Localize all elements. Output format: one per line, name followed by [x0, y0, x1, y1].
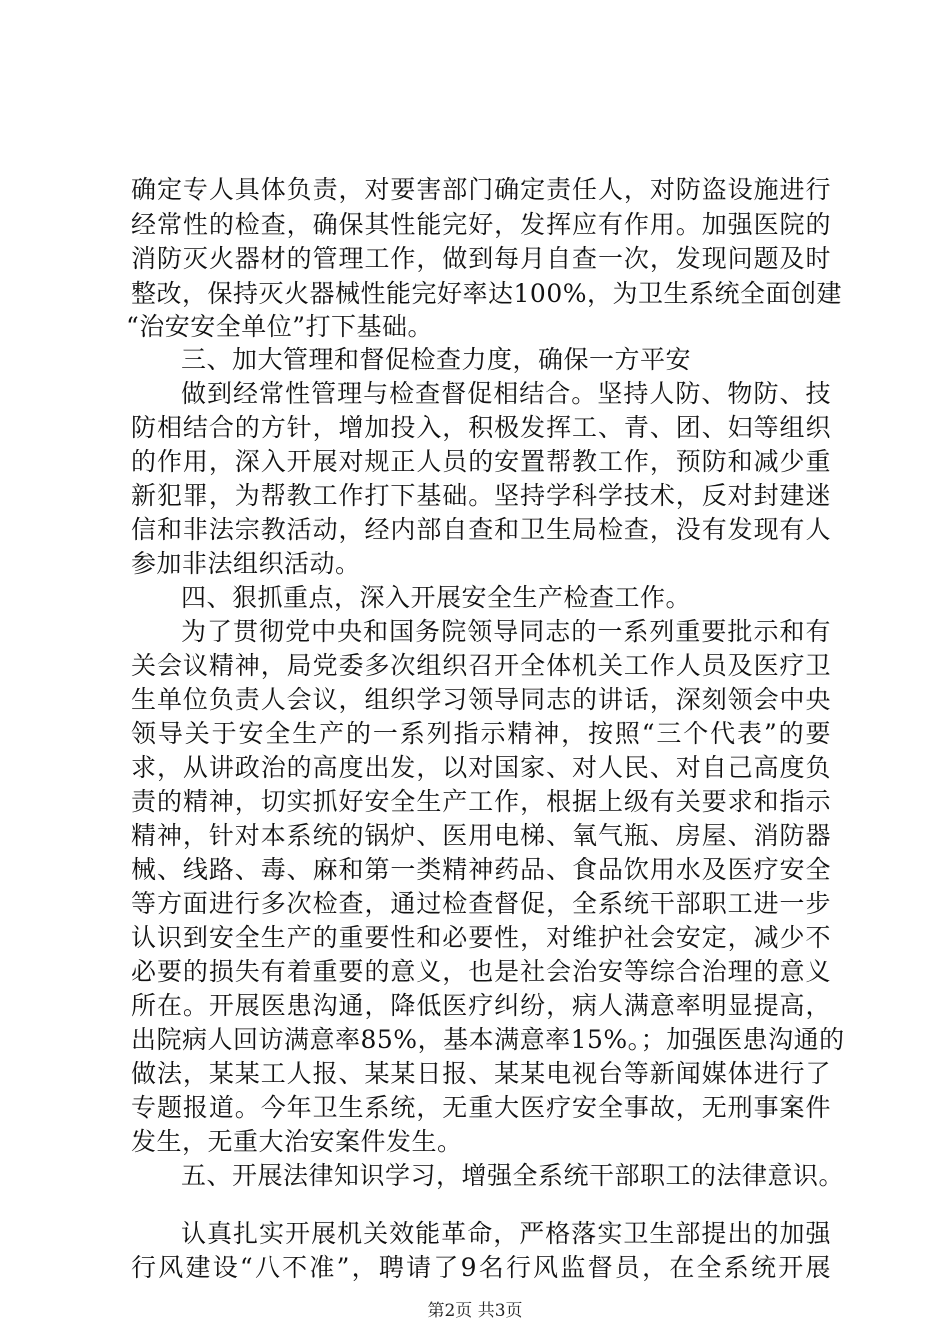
section-heading: 三、加大管理和督促检查力度，确保一方平安 — [181, 345, 692, 374]
paragraph-line: 所在。开展医患沟通，降低医疗纠纷，病人满意率明显提高， — [131, 991, 831, 1020]
paragraph-line: 参加非法组织活动。 — [131, 549, 361, 578]
paragraph-line: 行风建设“八不准”，聘请了9名行风监督员，在全系统开展 — [131, 1253, 831, 1282]
paragraph-line: 责的精神，切实抓好安全生产工作，根据上级有关要求和指示 — [131, 787, 831, 816]
paragraph-line: 生单位负责人会议，组织学习领导同志的讲话，深刻领会中央 — [131, 685, 831, 714]
paragraph-line: 防相结合的方针，增加投入，积极发挥工、青、团、妇等组织 — [131, 413, 831, 442]
paragraph-line: 发生，无重大治安案件发生。 — [131, 1127, 463, 1156]
paragraph-line: 整改，保持灭火器械性能完好率达100%，为卫生系统全面创建 — [131, 279, 842, 308]
paragraph-line: 关会议精神，局党委多次组织召开全体机关工作人员及医疗卫 — [131, 651, 831, 680]
paragraph-line: 求，从讲政治的高度出发，以对国家、对人民、对自己高度负 — [131, 753, 831, 782]
section-heading: 四、狠抓重点，深入开展安全生产检查工作。 — [181, 583, 692, 612]
paragraph-line: 领导关于安全生产的一系列指示精神，按照“三个代表”的要 — [131, 719, 831, 748]
paragraph-line: 的作用，深入开展对规正人员的安置帮教工作，预防和减少重 — [131, 447, 831, 476]
paragraph-line: 等方面进行多次检查，通过检查督促，全系统干部职工进一步 — [131, 889, 831, 918]
paragraph-line: 确定专人具体负责，对要害部门确定责任人，对防盗设施进行 — [131, 175, 831, 204]
paragraph-line: 信和非法宗教活动，经内部自查和卫生局检查，没有发现有人 — [131, 515, 831, 544]
paragraph-line: 为了贯彻党中央和国务院领导同志的一系列重要批示和有 — [181, 617, 831, 646]
paragraph-line: 认真扎实开展机关效能革命，严格落实卫生部提出的加强 — [181, 1219, 831, 1248]
paragraph-line: “治安安全单位”打下基础。 — [126, 312, 434, 341]
paragraph-line: 做法，某某工人报、某某日报、某某电视台等新闻媒体进行了 — [131, 1059, 831, 1088]
page-footer: 第2页 共3页 — [427, 1301, 523, 1321]
paragraph-line: 做到经常性管理与检查督促相结合。坚持人防、物防、技 — [181, 379, 831, 408]
paragraph-line: 专题报道。今年卫生系统，无重大医疗安全事故，无刑事案件 — [131, 1093, 831, 1122]
paragraph-line: 新犯罪，为帮教工作打下基础。坚持学科学技术，反对封建迷 — [131, 481, 831, 510]
paragraph-line: 认识到安全生产的重要性和必要性，对维护社会安定，减少不 — [131, 923, 831, 952]
paragraph-line: 消防灭火器材的管理工作，做到每月自查一次，发现问题及时 — [131, 244, 831, 273]
paragraph-line: 械、线路、毒、麻和第一类精神药品、食品饮用水及医疗安全 — [131, 855, 831, 884]
section-heading: 五、开展法律知识学习，增强全系统干部职工的法律意识。 — [181, 1161, 845, 1190]
paragraph-line: 精神，针对本系统的锅炉、医用电梯、氧气瓶、房屋、消防器 — [131, 821, 831, 850]
paragraph-line: 必要的损失有着重要的意义，也是社会治安等综合治理的意义 — [131, 957, 831, 986]
paragraph-line: 经常性的检查，确保其性能完好，发挥应有作用。加强医院的 — [131, 210, 831, 239]
paragraph-line: 出院病人回访满意率85%，基本满意率15%。；加强医患沟通的 — [131, 1025, 845, 1054]
